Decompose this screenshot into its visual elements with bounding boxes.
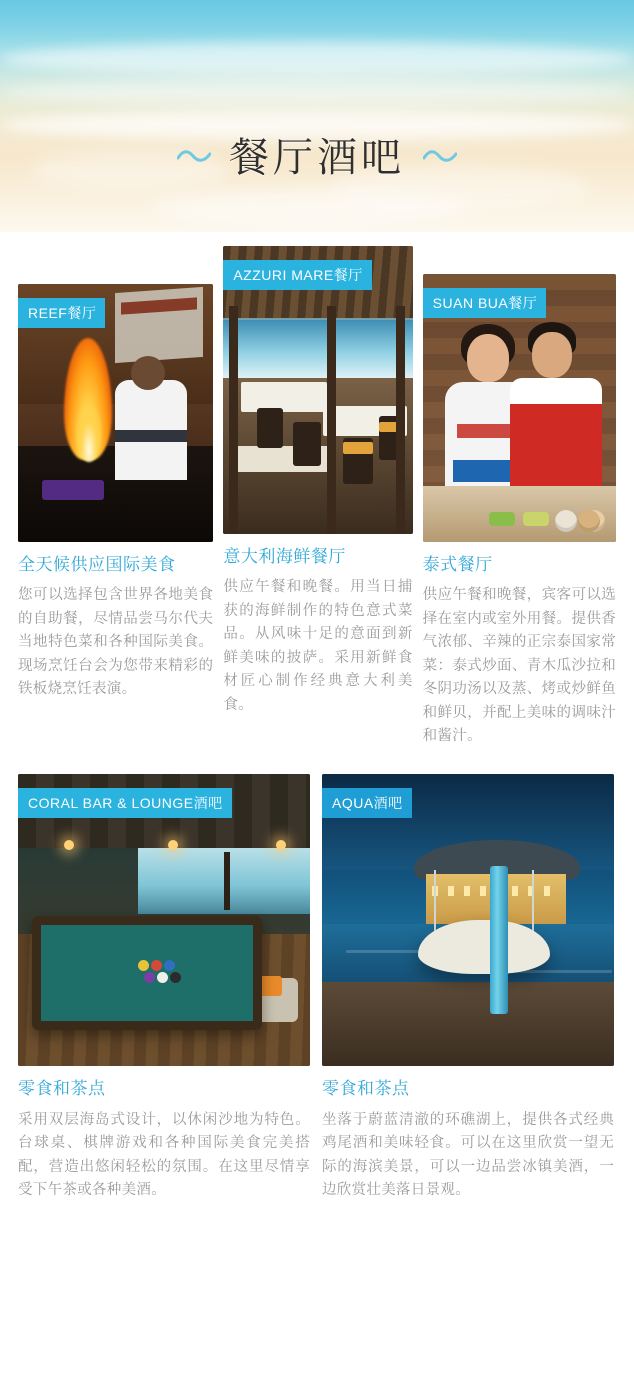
sand-texture	[150, 190, 470, 226]
venue-description-coral-bar: 采用双层海岛式设计，以休闲沙地为特色。台球桌、棋牌游戏和各种国际美食完美搭配，营造出悠闲轻松的氛围。在这里尽情享受下午茶或各种美酒。	[18, 1111, 310, 1199]
aqua-bar-photo	[322, 774, 614, 1066]
venue-title-suan-bua: 泰式餐厅	[422, 555, 493, 574]
venue-card-suan-bua[interactable]	[423, 236, 616, 748]
coral-bar-lounge-photo	[18, 774, 310, 1066]
venue-description-suan-bua: 供应午餐和晚餐，宾客可以选择在室内或室外用餐。提供香气浓郁、辛辣的正宗泰国家常菜：泰式炒面、青木瓜沙拉和冬阴功汤以及蒸、烤或炒鲜鱼和鲜贝，并配上美味的调味汁和酱汁。	[422, 587, 616, 744]
hero-banner	[0, 0, 634, 232]
venue-tag-aqua-bar: AQUA酒吧	[322, 788, 412, 818]
banner-title-row	[0, 126, 634, 183]
suan-bua-restaurant-photo	[423, 274, 616, 542]
azzuri-mare-restaurant-photo	[223, 246, 412, 534]
page-title: 餐厅酒吧	[229, 135, 405, 180]
venue-title-azzuri-mare: 意大利海鲜餐厅	[223, 547, 346, 566]
wave-icon	[177, 146, 211, 164]
venue-description-azzuri-mare: 供应午餐和晚餐。用当日捕获的海鲜制作的特色意式菜品。从风味十足的意面到新鲜美味的披萨。采用新鲜食材匠心制作经典意大利美食。	[223, 579, 413, 713]
venue-tag-reef: REEF餐厅	[18, 298, 105, 328]
bars-row	[0, 774, 634, 1242]
wave-foam	[0, 78, 634, 106]
venue-title-reef: 全天候供应国际美食	[18, 555, 176, 574]
venue-tag-azzuri-mare: AZZURI MARE餐厅	[223, 260, 371, 290]
venue-tag-coral-bar: CORAL BAR & LOUNGE酒吧	[18, 788, 232, 818]
venue-card-reef[interactable]	[18, 236, 213, 702]
wave-foam	[0, 42, 634, 76]
venue-title-aqua-bar: 零食和茶点	[322, 1079, 410, 1099]
venue-title-coral-bar: 零食和茶点	[18, 1079, 106, 1099]
restaurants-row	[0, 236, 634, 748]
venue-description-aqua-bar: 坐落于蔚蓝清澈的环礁湖上，提供各式经典鸡尾酒和美味轻食。可以在这里欣赏一望无际的海滨美景，可以一边品尝冰镇美酒，一边欣赏壮美落日景观。	[322, 1111, 614, 1199]
reef-restaurant-photo	[18, 284, 213, 542]
venue-card-aqua-bar[interactable]	[322, 774, 614, 1202]
venue-card-coral-bar[interactable]	[18, 774, 310, 1202]
venue-tag-suan-bua: SUAN BUA餐厅	[423, 288, 547, 318]
wave-icon	[423, 146, 457, 164]
venue-card-azzuri-mare[interactable]	[223, 236, 412, 717]
venue-description-reef: 您可以选择包含世界各地美食的自助餐，尽情品尝马尔代夫当地特色菜和各种国际美食。现场烹饪台会为您带来精彩的铁板烧烹饪表演。	[18, 587, 214, 698]
